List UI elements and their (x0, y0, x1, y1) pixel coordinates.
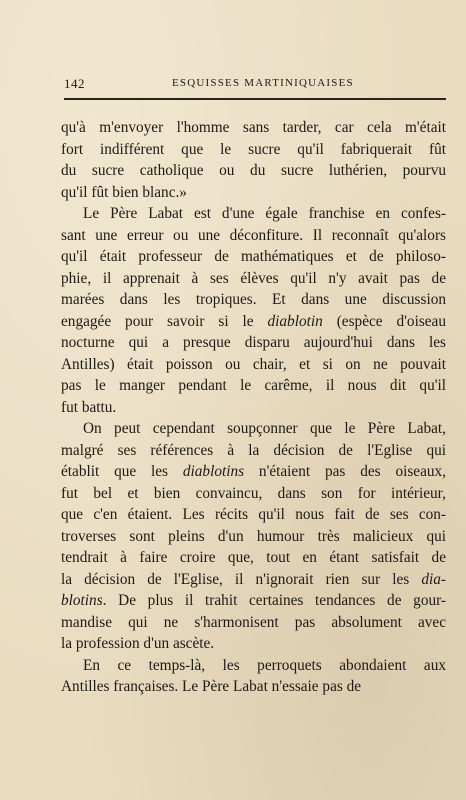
line-text: établit que les (61, 463, 183, 480)
text-line (61, 504, 446, 526)
text-line (61, 547, 446, 569)
line-text: mandise qui ne s'harmonisent pas absolument avec (61, 613, 446, 631)
text-line (61, 526, 446, 548)
text-line (61, 311, 446, 333)
line-text: n'étaient pas des oiseaux, (244, 463, 446, 480)
line-text: la profession d'un ascète. (61, 635, 215, 652)
text-line (61, 590, 446, 612)
text-line (61, 117, 446, 139)
text-line (61, 289, 446, 311)
line-text: En ce temps-là, les perroquets abondaient aux (83, 656, 446, 674)
text-line (61, 655, 446, 677)
text-line (61, 461, 446, 483)
line-text: tendrait à faire croire que, tout en étant satisfait de (61, 549, 446, 566)
text-line (61, 612, 446, 634)
line-text: qu'il était professeur de mathématiques et de philoso- (61, 248, 446, 265)
line-text: pas le manger pendant le carême, il nous dit qu'il (61, 377, 446, 394)
italic-text: dia- (421, 570, 446, 588)
line-text: sant une erreur ou une déconfiture. Il reconnaît qu'alors (61, 226, 446, 244)
line-text: malgré ses références à la décision de l'Eglise qui (61, 441, 446, 459)
line-text: nocturne qui a presque disparu aujourd'hui dans les (61, 334, 446, 351)
text-line (61, 633, 446, 655)
text-line (61, 139, 446, 161)
line-text: qu'il fût bien blanc.» (61, 183, 187, 201)
line-text: qu'à m'envoyer l'homme sans tarder, car cela m'était (61, 119, 446, 136)
text-line (61, 203, 446, 225)
line-text: du sucre catholique ou du sucre luthérien, pourvu (61, 162, 446, 179)
text-line (61, 332, 446, 354)
line-text: On peut cependant soupçonner que le Père Labat, (83, 420, 446, 437)
text-line (61, 418, 446, 440)
text-line (61, 440, 446, 462)
line-text: engagée pour savoir si le (61, 312, 268, 330)
text-line (61, 225, 446, 247)
line-text: marées dans les tropiques. Et dans une discussion (61, 291, 446, 308)
line-text: troverses sont pleins d'un humour très malicieux qui (61, 527, 446, 545)
line-text: Antilles) était poisson ou chair, et si on ne pouvait (61, 355, 446, 373)
italic-text: blotins (61, 592, 103, 609)
running-head (64, 76, 446, 94)
line-text: fut bel et bien convaincu, dans son for intérieur, (61, 484, 446, 502)
text-line (61, 375, 446, 397)
header-rule (64, 98, 446, 100)
italic-text: diablotin (267, 312, 323, 330)
line-text: Le Père Labat est d'une égale franchise en confes- (83, 205, 446, 222)
text-line (61, 160, 446, 182)
text-line (61, 569, 446, 591)
text-line (61, 483, 446, 505)
line-text: la décision de l'Eglise, il n'ignorait rien sur les (61, 570, 422, 588)
text-line (61, 182, 446, 204)
line-text: Antilles françaises. Le Père Labat n'essaie pas de (61, 678, 362, 695)
line-text: fort indifférent que le sucre qu'il fabriquerait fût (61, 140, 446, 158)
line-text: phie, il apprenait à ses élèves qu'il n'y avait pas de (61, 269, 446, 287)
line-text: (espèce d'oiseau (322, 312, 446, 330)
text-line (61, 246, 446, 268)
running-title: ESQUISSES MARTINIQUAISES (172, 77, 354, 89)
italic-text: diablotins (182, 463, 245, 480)
line-text: fut battu. (61, 398, 117, 416)
text-line (61, 268, 446, 290)
text-line (61, 397, 446, 419)
text-line (61, 676, 446, 698)
text-line (61, 354, 446, 376)
page-number: 142 (64, 76, 85, 91)
line-text: . De plus il trahit certaines tendances de gour- (102, 592, 446, 609)
body-text (61, 117, 446, 698)
line-text: que c'en étaient. Les récits qu'il nous fait de ses con- (61, 506, 446, 523)
